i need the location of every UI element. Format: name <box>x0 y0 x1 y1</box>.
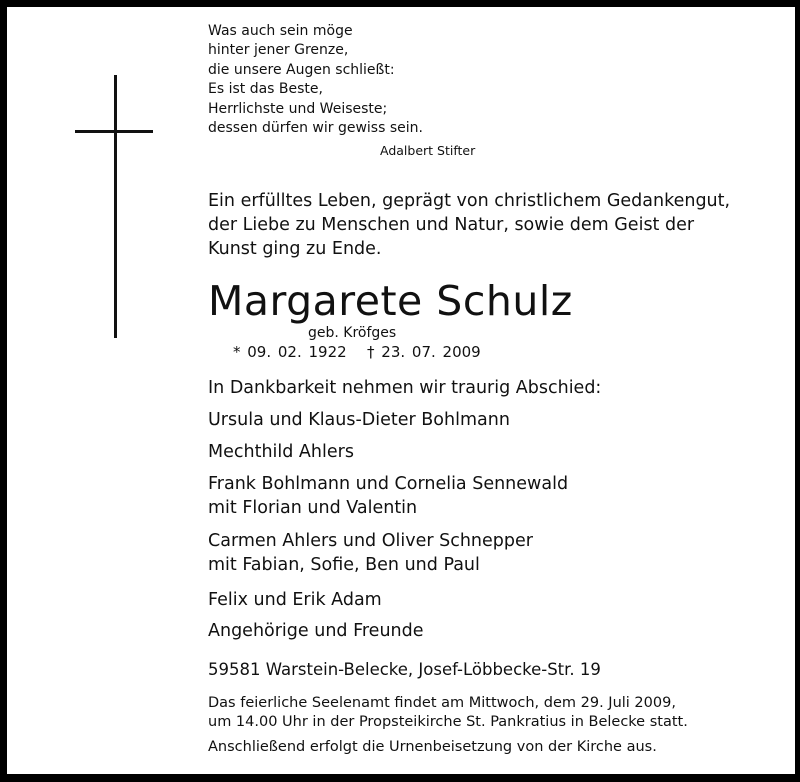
mourner-line: Frank Bohlmann und Cornelia Sennewald <box>208 474 569 494</box>
poem-line: Es ist das Beste, <box>208 81 323 98</box>
mourners-heading: In Dankbarkeit nehmen wir traurig Abschied: <box>208 378 602 398</box>
mourner-group: Ursula und Klaus-Dieter Bohlmann <box>208 410 510 430</box>
poem-line: Was auch sein möge <box>208 23 353 39</box>
poem-line: dessen dürfen wir gewiss sein. <box>208 120 423 137</box>
mourner-group <box>208 472 568 520</box>
service-line: Das feierliche Seelenamt findet am Mittwoch, dem 29. Juli 2009, <box>208 695 676 711</box>
mourner-group: Felix und Erik Adam <box>208 590 382 610</box>
intro-line: der Liebe zu Menschen und Natur, sowie dem Geist der <box>208 215 695 235</box>
poem-line: Herrlichste und Weiseste; <box>208 100 388 117</box>
cross-icon-bar <box>75 130 153 133</box>
intro-line: Ein erfülltes Leben, geprägt von christlichem Gedankengut, <box>208 191 731 211</box>
poem-line: hinter jener Grenze, <box>208 42 349 59</box>
poem-line: die unsere Augen schließt: <box>208 61 395 78</box>
mourner-group: Angehörige und Freunde <box>208 621 424 641</box>
mourner-line: mit Fabian, Sofie, Ben und Paul <box>208 555 480 575</box>
birth-date: * 09. 02. 1922 <box>233 343 347 361</box>
intro-text <box>208 189 730 261</box>
poem-author: Adalbert Stifter <box>380 143 476 158</box>
service-info <box>208 694 688 732</box>
address: 59581 Warstein-Belecke, Josef-Löbbecke-Str. 19 <box>208 660 601 679</box>
obituary-notice <box>7 7 795 774</box>
mourner-group <box>208 529 533 577</box>
burial-info: Anschließend erfolgt die Urnenbeisetzung von der Kirche aus. <box>208 739 657 755</box>
cross-icon <box>114 75 117 338</box>
mourner-group: Mechthild Ahlers <box>208 442 354 462</box>
service-line: um 14.00 Uhr in der Propsteikirche St. Pankratius in Belecke statt. <box>208 714 688 730</box>
mourner-line: Carmen Ahlers und Oliver Schnepper <box>208 531 533 551</box>
death-date: † 23. 07. 2009 <box>367 343 481 361</box>
mourner-line: mit Florian und Valentin <box>208 498 418 518</box>
intro-line: Kunst ging zu Ende. <box>208 239 382 259</box>
deceased-name: Margarete Schulz <box>208 277 573 325</box>
poem <box>208 22 423 138</box>
birth-name: geb. Kröfges <box>308 325 397 341</box>
life-dates <box>233 343 481 361</box>
